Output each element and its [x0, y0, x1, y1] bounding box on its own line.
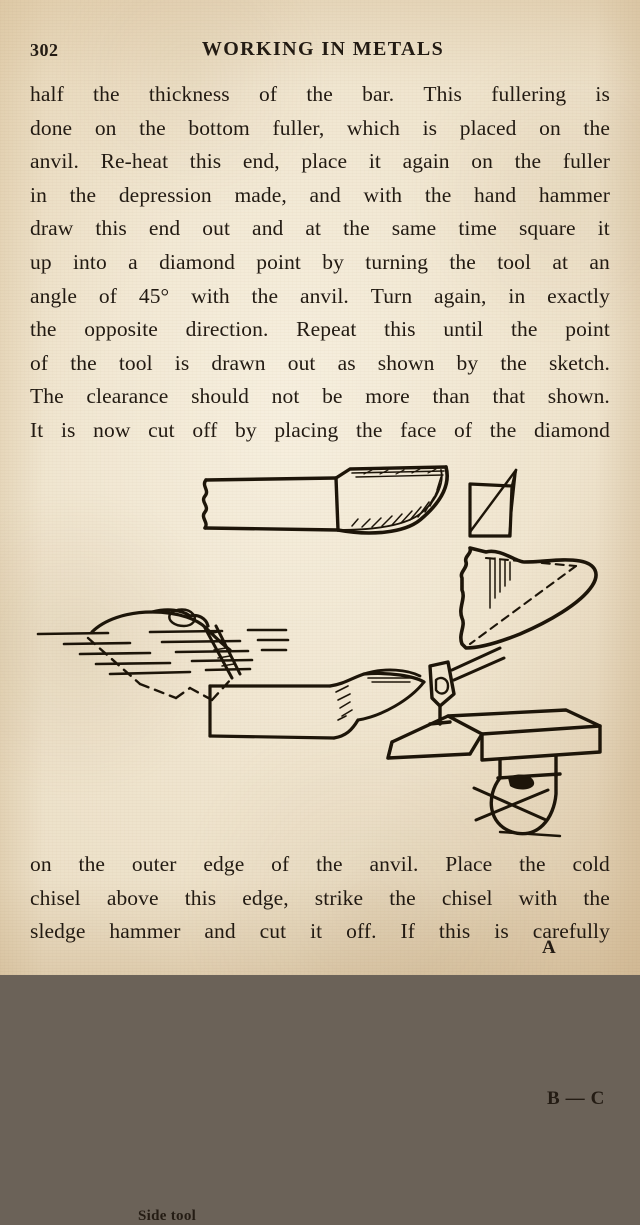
text-word: diamond [534, 417, 610, 442]
text-word: with [518, 885, 558, 910]
text-word: is [595, 82, 610, 106]
text-word: and [252, 216, 284, 241]
text-word: the [69, 182, 97, 207]
tool-point-bc [461, 548, 596, 648]
text-word: again [402, 149, 450, 174]
text-word: direction. [185, 317, 269, 342]
text-word: off. [346, 919, 377, 944]
text-word: by [456, 350, 479, 375]
text-word: this [184, 885, 217, 910]
text-word: with [363, 182, 403, 207]
text-word: fuller, [272, 115, 325, 140]
text-word: up [30, 249, 52, 274]
text-word: opposite [84, 317, 158, 342]
text-word: on [471, 149, 493, 174]
text-word: fuller [562, 149, 610, 174]
text-word: in [30, 182, 47, 207]
text-word: point [565, 317, 610, 342]
text-word: depression [118, 182, 212, 207]
text-word: and [309, 182, 341, 207]
text-word: is [60, 417, 76, 442]
text-word: the [510, 317, 538, 342]
figure-label-bc: B — C [547, 1088, 605, 1109]
text-line [30, 414, 610, 448]
text-word: by [234, 417, 257, 442]
text-word: shown. [547, 384, 610, 409]
text-word: of [30, 350, 49, 375]
text-word: bar. [362, 82, 395, 106]
text-word: the [306, 82, 333, 106]
text-word: hammer [109, 919, 181, 944]
text-word: exactly [547, 283, 610, 308]
anvil-face-hatching [38, 630, 288, 674]
text-word: cut [148, 417, 175, 442]
text-word: done [30, 115, 73, 140]
text-word: Place [445, 852, 493, 876]
text-word: placing [274, 417, 339, 442]
text-word: the [449, 249, 476, 274]
text-word: this [95, 216, 127, 241]
text-word: as [337, 350, 356, 375]
page-header [30, 38, 610, 64]
text-word: the [583, 115, 610, 140]
text-word: in [508, 283, 526, 308]
text-line [30, 848, 610, 882]
text-word: sketch. [548, 350, 610, 375]
text-word: be [322, 384, 343, 409]
text-word: tool [497, 249, 532, 274]
text-word: bottom [188, 115, 250, 140]
text-line [30, 212, 610, 246]
text-word: out [287, 350, 316, 375]
text-word: Re-heat [100, 149, 169, 174]
text-word: chisel [30, 885, 81, 910]
text-word: is [174, 350, 190, 375]
text-line [30, 280, 610, 314]
text-line [30, 313, 610, 347]
text-word: point [256, 249, 301, 274]
text-word: carefully [532, 919, 610, 944]
text-word: tool [118, 350, 153, 375]
text-word: of [271, 852, 290, 876]
text-line [30, 112, 610, 146]
text-word: fullering [491, 82, 567, 106]
text-word: edge [203, 852, 245, 876]
text-word: of [258, 82, 278, 106]
text-word: thickness [148, 82, 230, 106]
text-line [30, 915, 610, 949]
text-word: anvil. [299, 283, 349, 308]
side-tool-profile [210, 670, 424, 738]
text-word: place [301, 149, 348, 174]
text-word: time [458, 216, 497, 241]
text-word: anvil. [30, 149, 79, 174]
running-head: WORKING IN METALS [201, 38, 445, 60]
text-word: on [94, 115, 117, 140]
text-word: a [128, 249, 138, 274]
text-word: the [500, 350, 527, 375]
text-line [30, 347, 610, 381]
text-word: the [70, 350, 97, 375]
side-tool-elevation [203, 467, 447, 533]
text-word: end [148, 216, 181, 241]
tool-point-bc-shading [490, 558, 510, 608]
text-word: until [443, 317, 484, 342]
text-word: square [518, 216, 576, 241]
text-word: chisel [441, 885, 493, 910]
text-word: It [30, 417, 44, 442]
text-word: sledge [30, 919, 86, 944]
text-line [30, 246, 610, 280]
text-word: draw [30, 216, 74, 241]
figure-label-a: A [542, 937, 557, 958]
text-word: into [72, 249, 107, 274]
text-word: placed [459, 115, 517, 140]
figure-linework [0, 448, 640, 840]
body-text-top [30, 78, 610, 448]
text-line [30, 145, 610, 179]
text-word: edge, [242, 885, 289, 910]
text-word: the [424, 182, 452, 207]
text-word: turning [365, 249, 429, 274]
text-word: the [355, 417, 383, 442]
text-word: it [310, 919, 323, 944]
body-text-bottom [30, 848, 610, 949]
text-word: again, [434, 283, 487, 308]
text-word: on [539, 115, 561, 140]
text-word: the [489, 417, 517, 442]
text-line [30, 179, 610, 213]
text-word: angle [30, 283, 78, 308]
text-word: hammer [538, 182, 610, 207]
text-word: on [30, 852, 52, 876]
text-word: at [552, 249, 569, 274]
cross-section-a [470, 470, 516, 536]
text-word: not [271, 384, 300, 409]
text-word: cold [572, 852, 610, 876]
text-word: it [368, 149, 381, 174]
text-word: the [343, 216, 370, 241]
text-word: at [305, 216, 322, 241]
text-word: the [93, 82, 120, 106]
text-word: above [106, 885, 159, 910]
text-word: same [391, 216, 437, 241]
text-line [30, 78, 610, 112]
text-word: an [589, 249, 610, 274]
text-word: Turn [370, 283, 413, 308]
text-word: the [30, 317, 57, 342]
text-word: more [365, 384, 410, 409]
text-word: shown [377, 350, 435, 375]
text-word: the [583, 885, 610, 910]
text-word: by [322, 249, 344, 274]
text-word: hand [474, 182, 517, 207]
text-word: is [494, 919, 509, 944]
side-tool-bevel-hatching [352, 477, 441, 527]
text-word: is [422, 115, 438, 140]
text-word: this [438, 919, 471, 944]
text-word: now [93, 417, 131, 442]
text-word: This [423, 82, 463, 106]
text-word: of [98, 283, 118, 308]
text-word: face [400, 417, 437, 442]
text-word: If [400, 919, 415, 944]
text-word: this [384, 317, 416, 342]
text-word: it [597, 216, 610, 241]
figure-caption-side-tool: Side tool [138, 1208, 197, 1224]
text-word: clearance [86, 384, 169, 409]
text-word: this [189, 149, 222, 174]
text-word: the [519, 852, 546, 876]
side-tool-profile-hatching [336, 686, 352, 720]
text-word: that [492, 384, 526, 409]
text-word: half [30, 82, 64, 106]
text-word: drawn [211, 350, 266, 375]
text-word: of [454, 417, 473, 442]
text-word: the [316, 852, 343, 876]
text-word: the [514, 149, 542, 174]
text-word: and [204, 919, 236, 944]
text-word: the [389, 885, 416, 910]
text-line [30, 882, 610, 916]
text-word: out [202, 216, 231, 241]
text-word: the [78, 852, 106, 876]
text-word: made, [234, 182, 287, 207]
text-word: outer [131, 852, 177, 876]
page-number: 302 [30, 40, 59, 60]
text-word: than [432, 384, 470, 409]
text-line [30, 380, 610, 414]
text-word: should [191, 384, 250, 409]
text-word: the [139, 115, 166, 140]
text-word: end, [242, 149, 280, 174]
text-word: strike [314, 885, 364, 910]
text-word: the [251, 283, 279, 308]
text-word: The [30, 384, 64, 409]
text-word: anvil. [369, 852, 419, 876]
text-word: Repeat [296, 317, 357, 342]
text-word: cut [259, 919, 287, 944]
text-word: 45° [138, 283, 170, 308]
text-word: which [346, 115, 400, 140]
text-word: off [192, 417, 218, 442]
text-word: diamond [159, 249, 236, 274]
text-word: with [191, 283, 230, 308]
